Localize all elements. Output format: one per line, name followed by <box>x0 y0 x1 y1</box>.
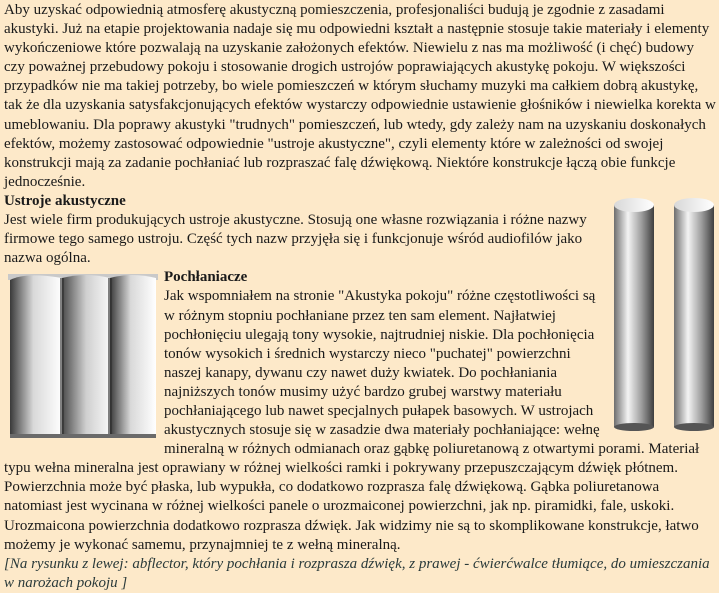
intro-paragraph: Aby uzyskać odpowiednią atmosferę akustyczną pomieszczenia, profesjonaliści budują je zgodnie z zasadami akustyki. Już na etapie projektowania nadaje się mu odpowiedni kształt a następnie stosuje takie materiały i elementy wykończeniowe które pozwalają na uzyskanie założonych efektów. Niewielu z nas ma możliwość (i chęć) budowy czy poważnej przebudowy pokoju i stosowanie drogich ustrojów poprawiających akustykę pokoju. W większości przypadków nie ma takiej potrzeby, bo wiele pomieszczeń w którym słuchamy muzyki ma całkiem dobrą akustykę, tak że dla uzyskania satysfakcjonujących efektów wystarczy odpowiednie ustawienie głośników i niewielka korekta w umeblowaniu. Dla poprawy akustyki "trudnych" pomieszczeń, lub wtedy, gdy zależy nam na uzyskaniu doskonałych efektów, możemy zastosować odpowiednie "ustroje akustyczne", czyli elementy które w zależności od swojej konstrukcji mają za zadanie pochłaniać lub rozpraszać falę dźwiękową. Niektóre konstrukcje łączą obie funkcje jednocześnie. <box>4 2 716 190</box>
section-heading-ustroje: Ustroje akustyczne <box>4 192 126 209</box>
section-ustroje-text: Jest wiele firm produkujących ustroje akustyczne. Stosują one własne rozwiązania i różne nazwy firmowe tego samego ustroju. Część tych nazw przyjęła się i funkcjonuje wśród audiofilów jako nazwa ogólna. <box>4 212 587 267</box>
quarter-cylinder-traps-illustration <box>612 195 716 431</box>
section-pochlaniacze-text: Jak wspomniałem na stronie "Akustyka pokoju" różne częstotliwości są w różnym stopniu pochłaniane przez ten sam element. Najłatwiej pochłonięciu ulegają tony wysokie, najtrudniej niskie. Dla pochłonięcia tonów wysokich i średnich wystarczy nieco "puchatej" powierzchni naszej kanapy, dywanu czy nawet duży kwiatek. Do pochłaniania najniższych tonów musimy użyć bardzo grubej warstwy materiału pochłaniającego lub nawet specjalnych pułapek basowych. W ustrojach akustycznych stosuje się w zasadzie dwa materiały pochłaniające: wełnę mineralną w różnych odmianach oraz gąbkę poliuretanową z otwartymi porami. Materiał typu wełna mineralna jest oprawiany w różnej wielkości ramki i pokrywany przepuszczającym dźwięk płótnem. Powierzchnia może być płaska, lub wypukła, co dodatkowo rozprasza falę dźwiękową. Gąbka poliuretanowa natomiast jest wycinana w różnej wielkości panele o urozmaiconej powierzchni, jak np. piramidki, fale, uskoki. Urozmaicona powierzchnia dodatkowo rozprasza dźwięk. Jak widzimy nie są to skomplikowane konstrukcje, łatwo możemy je wykonać samemu, przynajmniej te z wełną mineralną. <box>4 288 700 553</box>
image-caption: [Na rysunku z lewej: abflector, który pochłania i rozprasza dźwięk, z prawej - ćwierćwalce tłumiące, do umieszczania w narożach pokoju ] <box>4 555 710 591</box>
section-heading-pochlaniacze: Pochłaniacze <box>164 269 248 286</box>
abflector-illustration <box>6 268 160 442</box>
article <box>4 0 716 593</box>
